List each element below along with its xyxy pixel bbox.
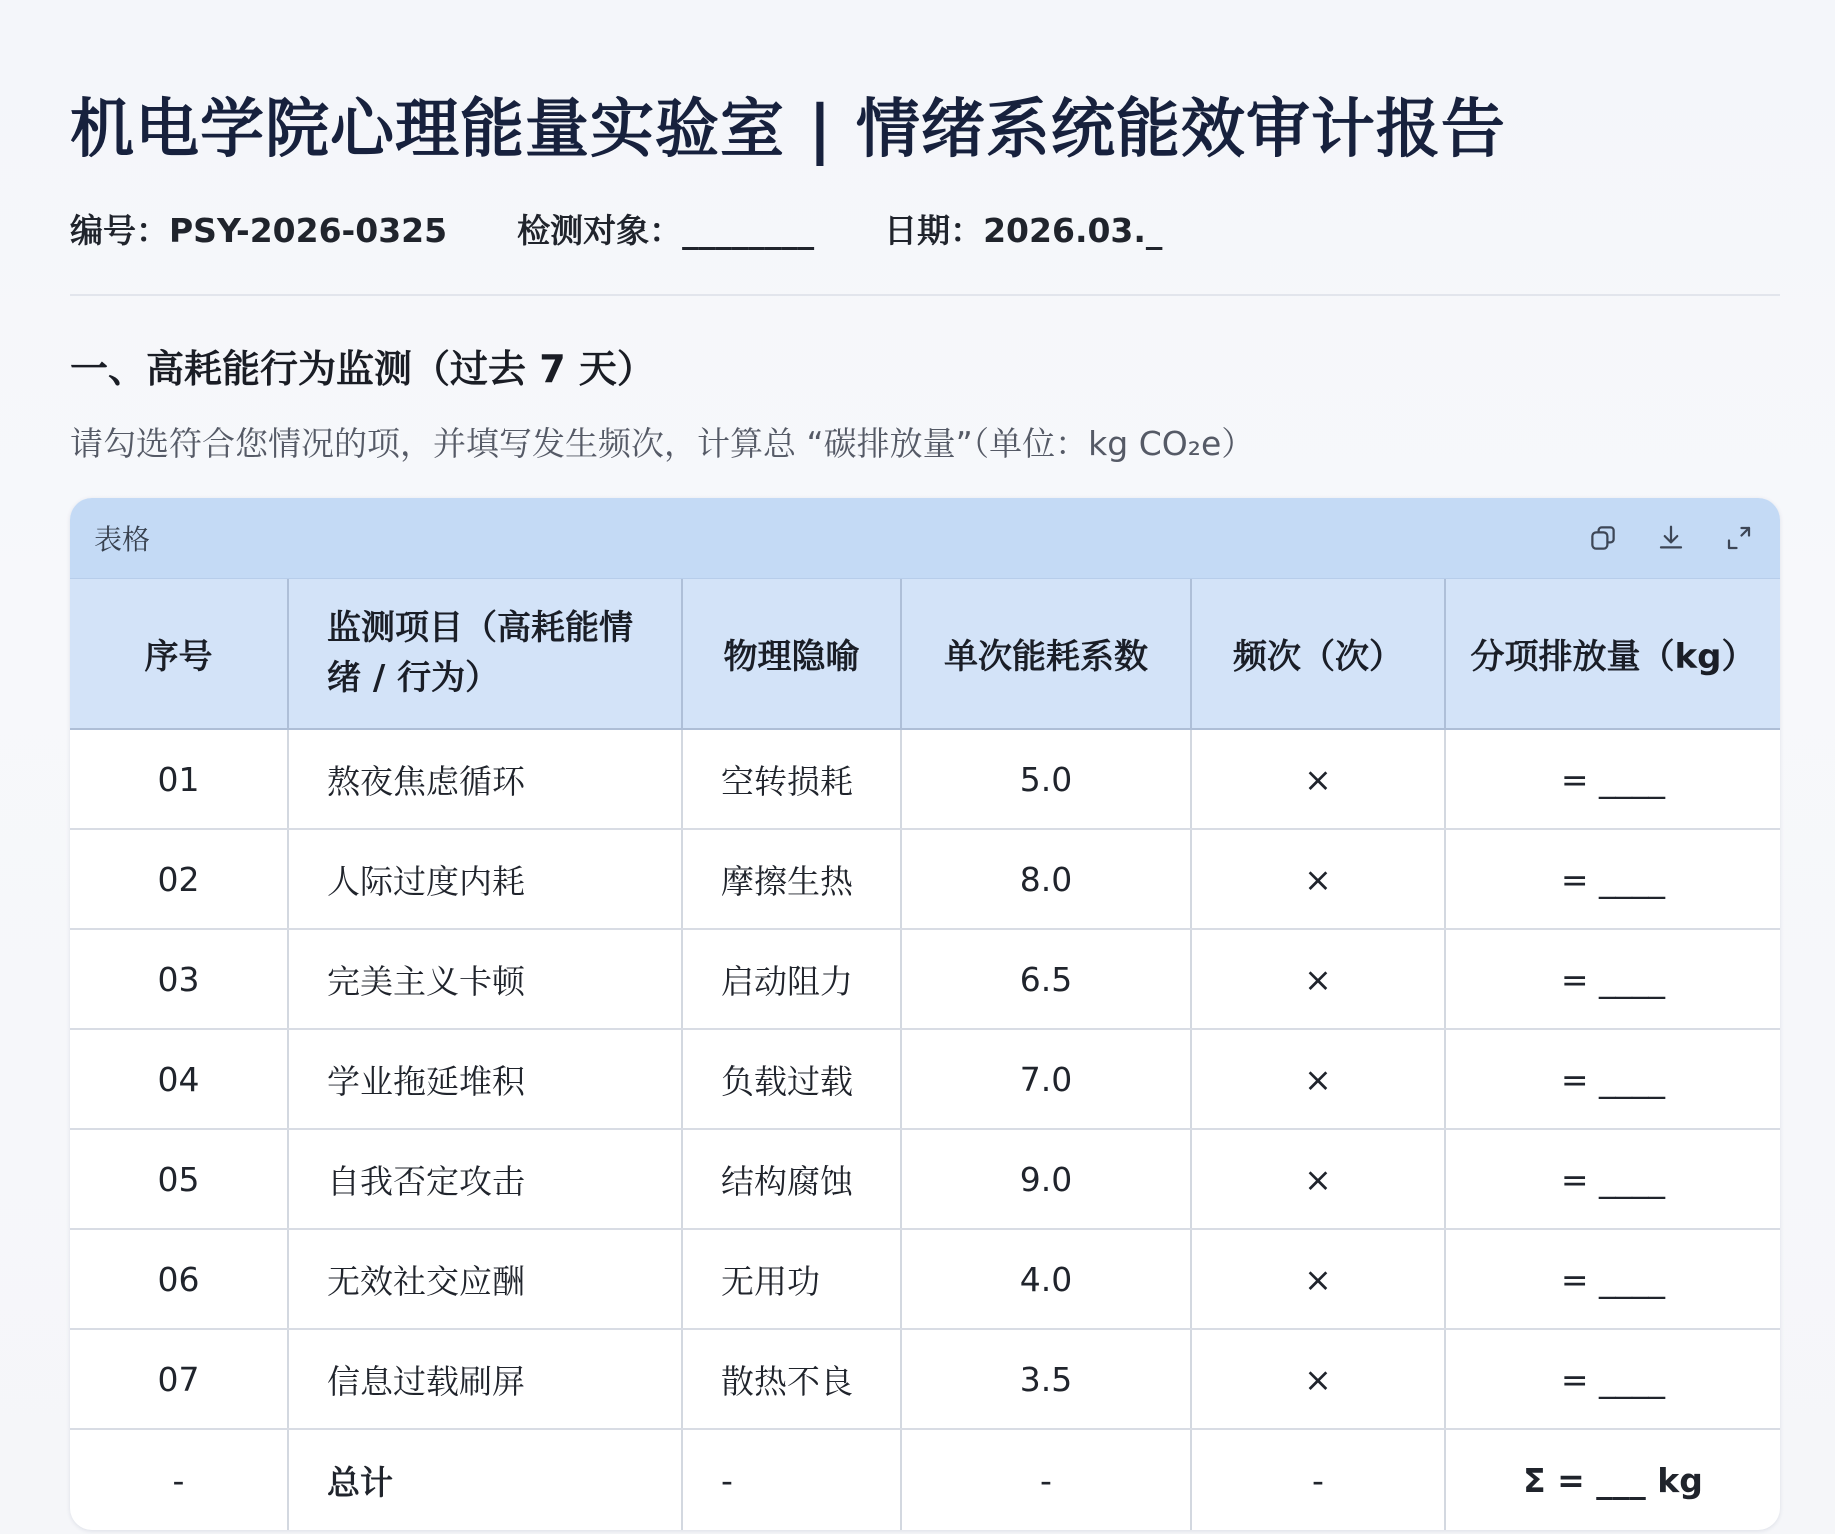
row-index: 03	[70, 929, 288, 1029]
row-frequency[interactable]: ×	[1191, 1329, 1445, 1429]
row-coefficient: 8.0	[901, 829, 1191, 929]
row-coefficient: 3.5	[901, 1329, 1191, 1429]
table-row	[70, 1229, 1780, 1329]
report-meta	[70, 205, 1162, 252]
total-emission[interactable]: Σ = ___ kg	[1523, 1460, 1703, 1500]
row-frequency[interactable]: ×	[1191, 929, 1445, 1029]
row-index: 01	[70, 729, 288, 829]
serial-number: 编号：PSY-2026-0325	[70, 211, 448, 250]
row-item: 人际过度内耗	[288, 829, 682, 929]
column-header-metaphor: 物理隐喻	[682, 579, 901, 729]
row-coefficient: 5.0	[901, 729, 1191, 829]
row-frequency[interactable]: ×	[1191, 829, 1445, 929]
row-frequency[interactable]: ×	[1191, 1229, 1445, 1329]
row-item: 熬夜焦虑循环	[288, 729, 682, 829]
column-header-index: 序号	[70, 579, 288, 729]
row-metaphor: 散热不良	[682, 1329, 901, 1429]
column-header-emission: 分项排放量（kg）	[1445, 579, 1780, 729]
table-row	[70, 1129, 1780, 1229]
page-title: 机电学院心理能量实验室 | 情绪系统能效审计报告	[70, 93, 1506, 167]
row-item: 自我否定攻击	[288, 1129, 682, 1229]
energy-audit-table	[70, 579, 1780, 1530]
row-item: 无效社交应酬	[288, 1229, 682, 1329]
table-card-toolbar	[70, 498, 1780, 579]
table-card	[70, 498, 1780, 1530]
table-row	[70, 929, 1780, 1029]
row-emission[interactable]: = ____	[1445, 1129, 1780, 1229]
divider	[70, 294, 1780, 296]
row-item: 学业拖延堆积	[288, 1029, 682, 1129]
row-metaphor: 负载过载	[682, 1029, 901, 1129]
column-header-item: 监测项目（高耗能情绪 / 行为）	[288, 579, 682, 729]
table-tools	[1586, 521, 1756, 555]
expand-icon[interactable]	[1722, 521, 1756, 555]
row-index: 05	[70, 1129, 288, 1229]
table-row	[70, 729, 1780, 829]
row-index: 07	[70, 1329, 288, 1429]
row-coefficient: 6.5	[901, 929, 1191, 1029]
row-emission[interactable]: = ____	[1445, 729, 1780, 829]
row-index: 04	[70, 1029, 288, 1129]
row-emission[interactable]: = ____	[1445, 929, 1780, 1029]
section-instruction: 请勾选符合您情况的项，并填写发生频次，计算总 “碳排放量”（单位：kg CO₂e）	[70, 424, 1255, 463]
row-metaphor: 启动阻力	[682, 929, 901, 1029]
row-index: 02	[70, 829, 288, 929]
row-emission[interactable]: = ____	[1445, 1229, 1780, 1329]
row-emission[interactable]: = ____	[1445, 1029, 1780, 1129]
row-item: 完美主义卡顿	[288, 929, 682, 1029]
date-field: 日期：2026.03._	[884, 211, 1163, 250]
column-header-coefficient: 单次能耗系数	[901, 579, 1191, 729]
row-frequency[interactable]: ×	[1191, 729, 1445, 829]
row-metaphor: 空转损耗	[682, 729, 901, 829]
table-row	[70, 829, 1780, 929]
copy-icon[interactable]	[1586, 521, 1620, 555]
section-title: 一、高耗能行为监测（过去 7 天）	[70, 347, 655, 391]
test-subject-field: 检测对象：________	[517, 211, 815, 250]
row-metaphor: 无用功	[682, 1229, 901, 1329]
row-index: 06	[70, 1229, 288, 1329]
row-coefficient: 7.0	[901, 1029, 1191, 1129]
row-item: 信息过载刷屏	[288, 1329, 682, 1429]
total-metaphor: -	[682, 1429, 901, 1530]
total-label: 总计	[288, 1429, 682, 1530]
table-total-row	[70, 1429, 1780, 1530]
column-header-frequency: 频次（次）	[1191, 579, 1445, 729]
row-frequency[interactable]: ×	[1191, 1029, 1445, 1129]
row-frequency[interactable]: ×	[1191, 1129, 1445, 1229]
row-coefficient: 4.0	[901, 1229, 1191, 1329]
table-row	[70, 1329, 1780, 1429]
table-card-label: 表格	[94, 523, 151, 556]
row-metaphor: 摩擦生热	[682, 829, 901, 929]
total-frequency: -	[1191, 1429, 1445, 1530]
row-emission[interactable]: = ____	[1445, 829, 1780, 929]
total-index: -	[70, 1429, 288, 1530]
table-header-row	[70, 579, 1780, 729]
total-coefficient: -	[901, 1429, 1191, 1530]
download-icon[interactable]	[1654, 521, 1688, 555]
table-row	[70, 1029, 1780, 1129]
row-metaphor: 结构腐蚀	[682, 1129, 901, 1229]
row-coefficient: 9.0	[901, 1129, 1191, 1229]
row-emission[interactable]: = ____	[1445, 1329, 1780, 1429]
